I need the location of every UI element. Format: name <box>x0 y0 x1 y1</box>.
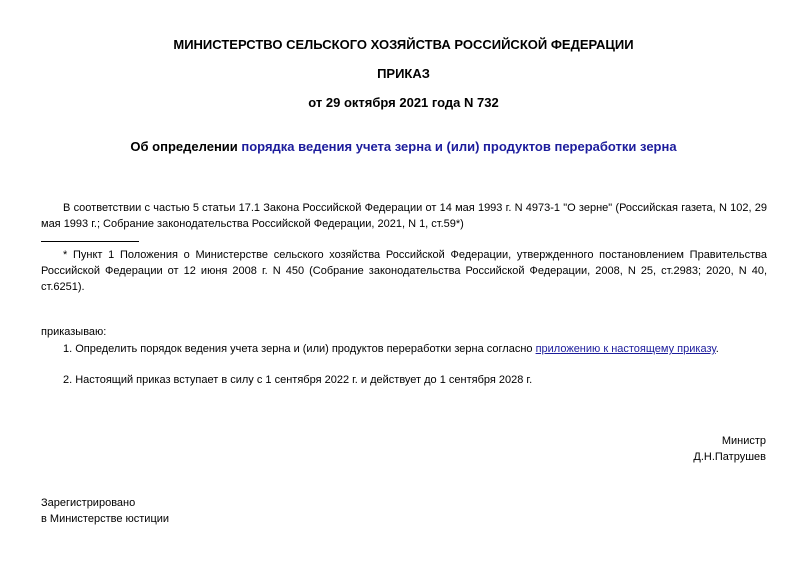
order-item-2: 2. Настоящий приказ вступает в силу с 1 сентября 2022 г. и действует до 1 сентября 2028 г. <box>63 374 533 386</box>
order-word: приказываю: <box>41 326 107 338</box>
order-item-1 <box>63 341 719 357</box>
signatory-name: Д.Н.Патрушев <box>693 451 766 463</box>
ministry-heading: МИНИСТЕРСТВО СЕЛЬСКОГО ХОЗЯЙСТВА РОССИЙСКОЙ ФЕДЕРАЦИИ <box>173 37 634 52</box>
basis-paragraph: В соответствии с частью 5 статьи 17.1 Закона Российской Федерации от 14 мая 1993 г. N 4973-1 "О зерне" (Российская газета, N 102, 29 мая 1993 г.; Собрание законодательства Российской Федерации, 2021, N 1, ст.59*) <box>41 202 767 230</box>
document-type: ПРИКАЗ <box>377 66 430 81</box>
subject-link[interactable]: порядка ведения учета зерна и (или) продуктов переработки зерна <box>241 139 677 154</box>
appendix-link[interactable]: приложению к настоящему приказу <box>535 343 716 355</box>
subject-prefix: Об определении <box>130 139 242 154</box>
document-date-number: от 29 октября 2021 года N 732 <box>308 95 499 110</box>
signatory-title: Министр <box>721 435 766 447</box>
registration-line-2: в Министерстве юстиции <box>41 513 170 525</box>
footnote-paragraph: * Пункт 1 Положения о Министерстве сельского хозяйства Российской Федерации, утвержденного постановлением Правительства Российской Федерации от 12 июня 2008 г. N 450 (Собрание законодательства Российской Федерации, 2008, N 25, ст.2983; 2020, N 40, ст.6251). <box>41 249 767 293</box>
registration-line-1: Зарегистрировано <box>41 497 136 509</box>
item1-prefix: 1. Определить порядок ведения учета зерна и (или) продуктов переработки зерна согласно <box>63 343 536 355</box>
document-subject <box>0 139 807 155</box>
item1-suffix: . <box>715 343 719 355</box>
footnote-divider <box>41 241 139 242</box>
